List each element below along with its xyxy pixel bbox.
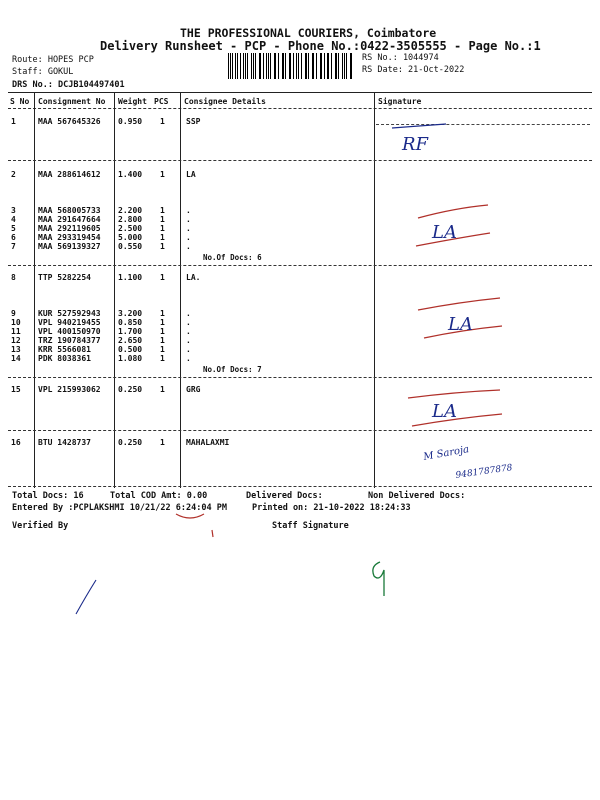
col-divider — [34, 92, 35, 488]
rs-number: RS No.: 1044974 — [362, 53, 439, 63]
row-pcs: 1 — [160, 318, 165, 327]
row-weight: 1.100 — [118, 273, 143, 282]
col-header-consignment: Consignment No — [38, 97, 106, 106]
row-separator — [8, 160, 592, 161]
barcode-bar — [235, 53, 236, 79]
total-cod: Total COD Amt: 0.00 — [110, 491, 208, 501]
row-consignee: . — [186, 327, 191, 336]
row-consignee: MAHALAXMI — [186, 438, 230, 447]
row-consignee: . — [186, 354, 191, 363]
barcode-bar — [255, 53, 256, 79]
signature-receiver — [422, 444, 514, 481]
row-consignee: . — [186, 242, 191, 251]
signature-la-2 — [418, 298, 502, 338]
row-weight: 5.000 — [118, 233, 143, 242]
row-consignment: MAA 291647664 — [38, 215, 101, 224]
barcode-bar — [237, 53, 238, 79]
row-pcs: 1 — [160, 336, 165, 345]
row-weight: 0.850 — [118, 318, 143, 327]
staff-label: Staff: GOKUL — [12, 67, 74, 77]
barcode-bar — [338, 53, 339, 79]
row-pcs: 1 — [160, 354, 165, 363]
col-header-signature: Signature — [378, 97, 422, 106]
row-weight: 0.550 — [118, 242, 143, 251]
row-sno: 11 — [11, 327, 21, 336]
table-bottom-rule — [8, 486, 592, 487]
row-sno: 8 — [11, 273, 16, 282]
row-pcs: 1 — [160, 345, 165, 354]
rs-date: RS Date: 21-Oct-2022 — [362, 65, 465, 75]
barcode-bar — [308, 53, 309, 79]
row-sno: 3 — [11, 206, 16, 215]
row-consignment: MAA 567645326 — [38, 117, 101, 126]
row-weight: 3.200 — [118, 309, 143, 318]
barcode-bar — [344, 53, 345, 79]
row-consignment: MAA 292119605 — [38, 224, 101, 233]
row-consignee: SSP — [186, 117, 201, 126]
total-docs: Total Docs: 16 — [12, 491, 84, 501]
route-label: Route: HOPES PCP — [12, 55, 94, 65]
barcode-bar — [278, 53, 279, 79]
row-pcs: 1 — [160, 438, 165, 447]
row-consignee: . — [186, 318, 191, 327]
signature-la-1-text: LA — [432, 222, 457, 243]
row-pcs: 1 — [160, 233, 165, 242]
row-weight: 2.200 — [118, 206, 143, 215]
row-consignee: . — [186, 215, 191, 224]
barcode-bar — [228, 53, 229, 79]
row-consignment: MAA 288614612 — [38, 170, 101, 179]
signature-la-2-text: LA — [448, 314, 473, 335]
group-doc-count: No.Of Docs: 6 — [203, 253, 262, 262]
signature-la-3-text: LA — [432, 401, 457, 422]
row-sno: 1 — [11, 117, 16, 126]
row-consignee: . — [186, 309, 191, 318]
row-weight: 1.400 — [118, 170, 143, 179]
verified-by: Verified By — [12, 521, 69, 531]
receiver-name-text: M Saroja — [422, 444, 470, 463]
row-pcs: 1 — [160, 224, 165, 233]
row-weight: 0.950 — [118, 117, 143, 126]
row-sno: 14 — [11, 354, 21, 363]
row-pcs: 1 — [160, 242, 165, 251]
row-consignee: . — [186, 224, 191, 233]
group-doc-count: No.Of Docs: 7 — [203, 365, 262, 374]
barcode-bar — [251, 53, 252, 79]
row-consignment: KRR 5566081 — [38, 345, 91, 354]
barcode — [228, 53, 354, 79]
barcode-bar — [263, 53, 264, 79]
delivered-docs: Delivered Docs: — [246, 491, 323, 501]
receiver-phone-text: 9481787878 — [455, 463, 514, 481]
row-consignee: . — [186, 345, 191, 354]
row-pcs: 1 — [160, 309, 165, 318]
row-weight: 0.250 — [118, 438, 143, 447]
row-consignment: VPL 400150970 — [38, 327, 101, 336]
row-consignment: MAA 569139327 — [38, 242, 101, 251]
col-header-pcs: PCS — [154, 97, 169, 106]
row-sno: 13 — [11, 345, 21, 354]
barcode-bar — [321, 53, 322, 79]
barcode-bar — [351, 53, 352, 79]
header-rule — [8, 108, 592, 109]
entered-by: Entered By :PCPLAKSHMI 10/21/22 6:24:04 PM — [12, 503, 227, 513]
staff-signature-label: Staff Signature — [272, 521, 349, 531]
row-sno: 4 — [11, 215, 16, 224]
company-title: THE PROFESSIONAL COURIERS, Coimbatore — [180, 26, 437, 40]
row-sno: 15 — [11, 385, 21, 394]
row-pcs: 1 — [160, 206, 165, 215]
printed-on: Printed on: 21-10-2022 18:24:33 — [252, 503, 411, 513]
signature-rf-text: RF — [402, 134, 429, 155]
col-divider — [374, 92, 375, 488]
barcode-bar — [270, 53, 271, 79]
barcode-bar — [290, 53, 291, 79]
row-sno: 12 — [11, 336, 21, 345]
row-sno: 7 — [11, 242, 16, 251]
row-separator — [8, 430, 592, 431]
row-consignment: TTP 5282254 — [38, 273, 91, 282]
runsheet-title: Delivery Runsheet - PCP - Phone No.:0422-3505555 - Page No.:1 — [100, 39, 541, 53]
row-consignee: . — [186, 336, 191, 345]
row-sno: 16 — [11, 438, 21, 447]
row-consignment: TRZ 190784377 — [38, 336, 101, 345]
row-weight: 0.250 — [118, 385, 143, 394]
signature-la-1 — [416, 205, 490, 246]
row-separator — [8, 377, 592, 378]
col-header-weight: Weight — [118, 97, 147, 106]
barcode-bar — [301, 53, 302, 79]
row-consignment: MAA 293319454 — [38, 233, 101, 242]
row-consignment: PDK 8038361 — [38, 354, 91, 363]
row-weight: 1.080 — [118, 354, 143, 363]
row-pcs: 1 — [160, 215, 165, 224]
row-consignee: GRG — [186, 385, 201, 394]
barcode-bar — [298, 53, 299, 79]
drs-number: DRS No.: DCJB104497401 — [12, 80, 125, 90]
row-consignee: LA — [186, 170, 196, 179]
row-weight: 2.650 — [118, 336, 143, 345]
row-pcs: 1 — [160, 327, 165, 336]
col-header-consignee: Consignee Details — [184, 97, 266, 106]
barcode-bar — [316, 53, 317, 79]
row-sno: 6 — [11, 233, 16, 242]
table-top-rule — [8, 92, 592, 93]
barcode-bar — [247, 53, 248, 79]
barcode-bar — [331, 53, 332, 79]
col-divider — [114, 92, 115, 488]
non-delivered-docs: Non Delivered Docs: — [368, 491, 466, 501]
row-sno: 9 — [11, 309, 16, 318]
col-divider — [180, 92, 181, 488]
row-consignment: VPL 215993062 — [38, 385, 101, 394]
row-separator — [8, 265, 592, 266]
signature-line — [376, 124, 590, 125]
row-sno: 10 — [11, 318, 21, 327]
col-header-sno: S No — [10, 97, 30, 106]
row-consignee: . — [186, 206, 191, 215]
row-consignment: BTU 1428737 — [38, 438, 91, 447]
row-consignment: KUR 527592943 — [38, 309, 101, 318]
signature-la-3 — [408, 390, 502, 426]
barcode-bar — [285, 53, 286, 79]
row-pcs: 1 — [160, 273, 165, 282]
row-consignee: . — [186, 233, 191, 242]
row-pcs: 1 — [160, 117, 165, 126]
row-sno: 5 — [11, 224, 16, 233]
row-consignee: LA. — [186, 273, 201, 282]
barcode-bar — [328, 53, 329, 79]
row-weight: 0.500 — [118, 345, 143, 354]
row-consignment: VPL 940219455 — [38, 318, 101, 327]
barcode-bar — [274, 53, 275, 79]
row-pcs: 1 — [160, 170, 165, 179]
row-weight: 2.800 — [118, 215, 143, 224]
row-pcs: 1 — [160, 385, 165, 394]
row-sno: 2 — [11, 170, 16, 179]
signature-rf — [392, 124, 446, 155]
row-weight: 2.500 — [118, 224, 143, 233]
row-consignment: MAA 568005733 — [38, 206, 101, 215]
row-weight: 1.700 — [118, 327, 143, 336]
